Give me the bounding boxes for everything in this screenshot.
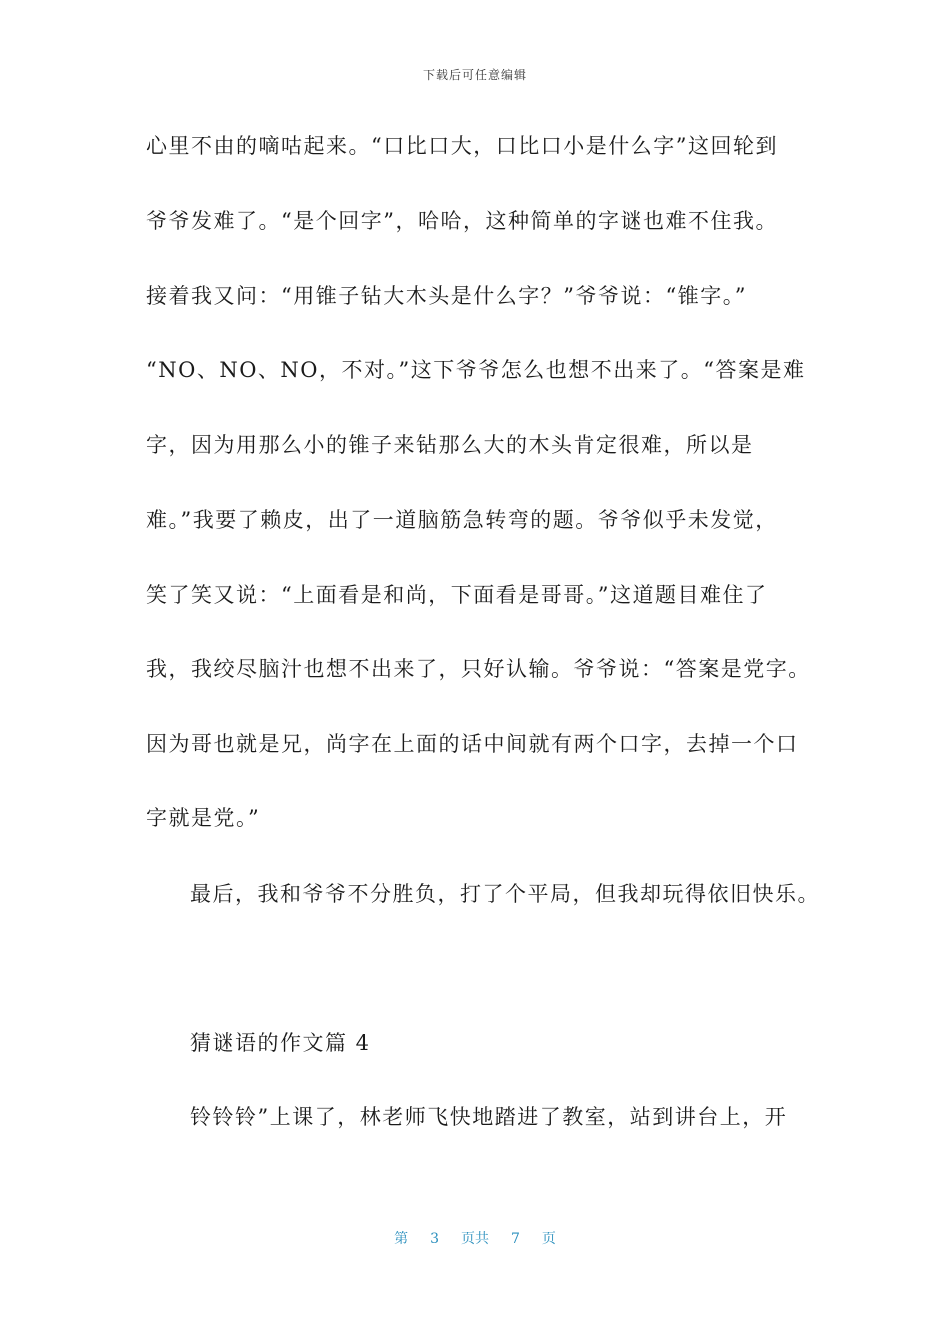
body-line: 因为哥也就是兄，尚字在上面的话中间就有两个口字，去掉一个口	[146, 732, 799, 756]
body-line: 心里不由的嘀咕起来。“口比口大，口比口小是什么字”这回轮到	[146, 134, 778, 158]
body-line: 难。”我要了赖皮，出了一道脑筋急转弯的题。爷爷似乎未发觉，	[146, 508, 778, 532]
body-line: 接着我又问：“用锥子钻大木头是什么字？”爷爷说：“锥字。”	[146, 284, 747, 308]
body-line: 字就是党。”	[146, 806, 261, 830]
page-footer	[0, 1228, 950, 1248]
closing-paragraph: 最后，我和爷爷不分胜负，打了个平局，但我却玩得依旧快乐。	[190, 882, 820, 906]
body-line: “NO、NO、NO，不对。”这下爷爷怎么也想不出来了。“答案是难	[146, 358, 806, 382]
footer-middle: 页共	[461, 1231, 489, 1247]
body-line: 爷爷发难了。“是个回字”，哈哈，这种简单的字谜也难不住我。	[146, 209, 778, 233]
footer-total-pages: 7	[511, 1231, 520, 1247]
page-header: 下载后可任意编辑	[422, 68, 527, 82]
body-line: 笑了笑又说：“上面看是和尚，下面看是哥哥。”这道题目难住了	[146, 583, 768, 607]
body-line: 字，因为用那么小的锥子来钻那么大的木头肯定很难，所以是	[146, 433, 754, 457]
next-paragraph: 铃铃铃”上课了，林老师飞快地踏进了教室，站到讲台上，开	[190, 1105, 788, 1129]
body-line: 我，我绞尽脑汁也想不出来了，只好认输。爷爷说：“答案是党字。	[146, 657, 811, 681]
footer-suffix: 页	[541, 1231, 556, 1247]
footer-current-page: 3	[430, 1231, 439, 1247]
section-title: 猜谜语的作文篇 4	[190, 1031, 371, 1055]
footer-prefix: 第	[394, 1231, 409, 1247]
